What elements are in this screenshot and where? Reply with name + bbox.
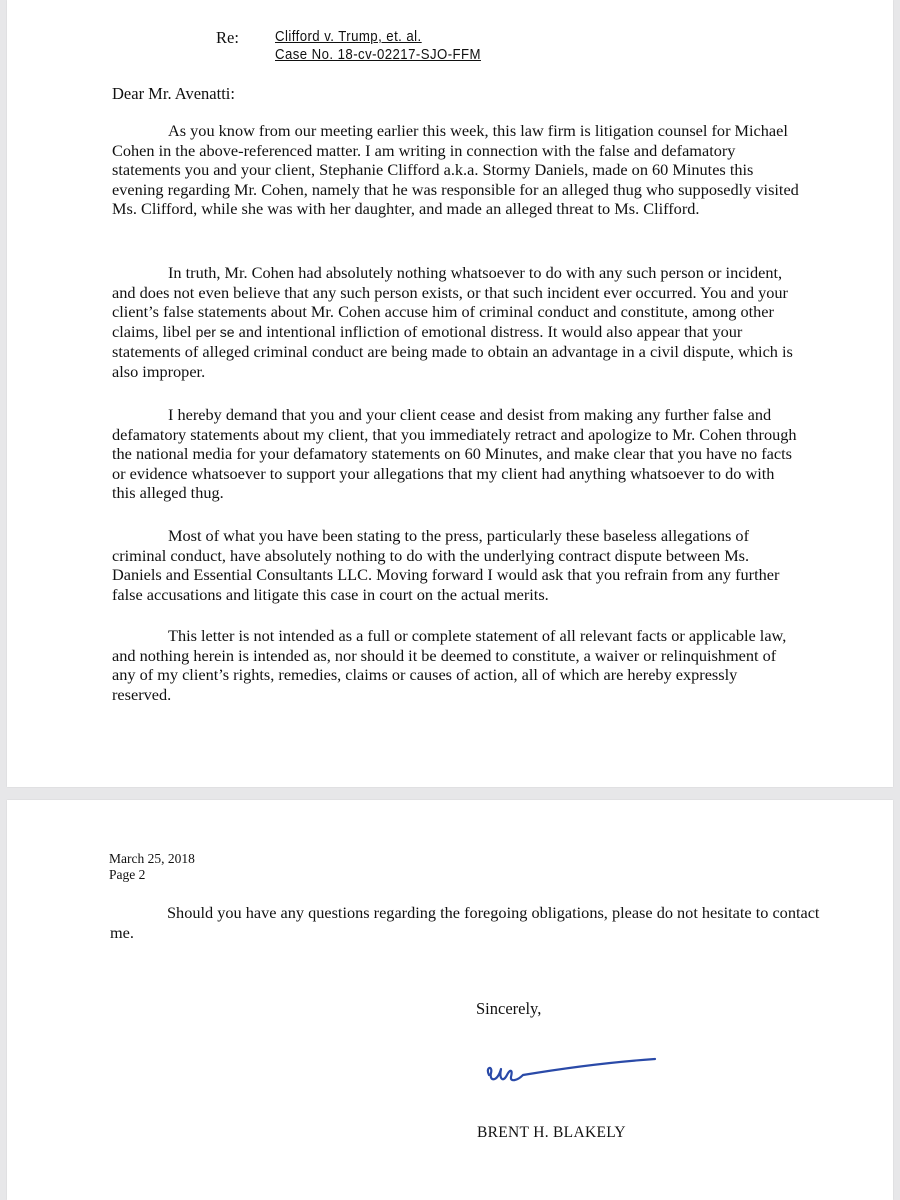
per-se-phrase: per se [195, 323, 235, 340]
page-number: Page 2 [109, 867, 146, 882]
paragraph-1: As you know from our meeting earlier this week, this law firm is litigation counsel for Michael Cohen in the above-referenced matter. I am writing in connection with the false and defamatory statements you and your client, Stephanie Clifford a.k.a. Stormy Daniels, made on 60 Minutes this evening regarding Mr. Cohen, namely that he was responsible for an alleged thug who supposedly visited Ms. Clifford, while she was with her daughter, and made an alleged threat to Ms. Clifford. [112, 121, 799, 219]
case-reference [275, 28, 509, 64]
paragraph-5: This letter is not intended as a full or complete statement of all relevant facts or applicable law, and nothing herein is intended as, nor should it be deemed to constitute, a waiver or relinquishment of any of my client’s rights, remedies, claims or causes of action, all of which are hereby expressly reserved. [112, 626, 787, 704]
signature-image [477, 1045, 667, 1095]
case-title: Clifford v. Trump, et. al. [275, 28, 422, 45]
paragraph-2-text-b: and intentional infliction of emotional distress. It would also appear that your statements of alleged criminal conduct are being made to obtain an advantage in a civil dispute, which is also improper. [112, 321, 793, 381]
closing: Sincerely, [476, 999, 542, 1018]
case-number: Case No. 18-cv-02217-SJO-FFM [275, 46, 481, 63]
signer-name: BRENT H. BLAKELY [477, 1124, 626, 1141]
page-header [109, 851, 195, 883]
paragraph-2 [112, 263, 800, 382]
re-label: Re: [216, 28, 239, 47]
salutation: Dear Mr. Avenatti: [112, 84, 235, 103]
paragraph-3: I hereby demand that you and your client cease and desist from making any further false and defamatory statements about my client, that you immediately retract and apologize to Mr. Cohen through the national media for your defamatory statements on 60 Minutes, and make clear that you have no facts or evidence whatsoever to support your allegations that my client had anything whatsoever to do with this alleged thug. [112, 405, 797, 503]
letter-page-1 [7, 0, 893, 787]
paragraph-2-text-a: In truth, Mr. Cohen had absolutely nothing whatsoever to do with any such person or incident, and does not even believe that any such person exists, or that such incident ever occurred. You and your client’s false statements about Mr. Cohen accuse him of criminal conduct and constitute, among other claims, libel [112, 263, 788, 341]
letter-page-2 [7, 800, 893, 1200]
paragraph-4: Most of what you have been stating to the press, particularly these baseless allegations of criminal conduct, have absolutely nothing to do with the underlying contract dispute between Ms. Daniels and Essential Consultants LLC. Moving forward I would ask that you refrain from any further false accusations and litigate this case in court on the actual merits. [112, 526, 780, 604]
letter-date: March 25, 2018 [109, 851, 195, 866]
paragraph-6: Should you have any questions regarding the foregoing obligations, please do not hesitate to contact me. [110, 903, 820, 942]
